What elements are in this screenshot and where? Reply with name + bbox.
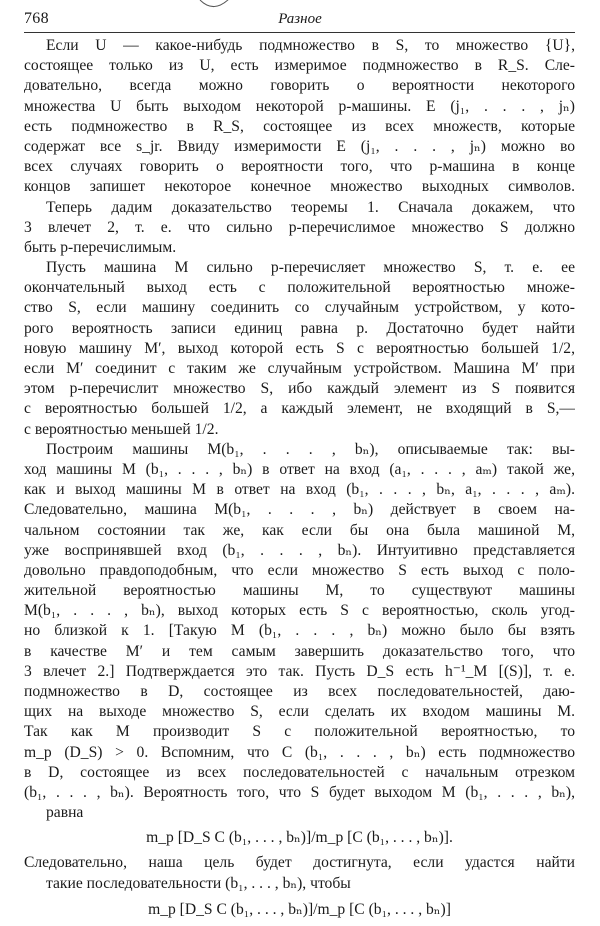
text-line: в качестве M′ и тем самым завершить доказательство того, что [24,642,575,660]
text-line: Пусть машина M сильно p-перечисляет множество S, т. е. ее [46,259,575,277]
text-line: жительной вероятностью машины M, то существуют машины [24,582,575,600]
text-line: Следовательно, машина M(b₁, . . . , bₙ) действует в своем на- [24,501,575,519]
text-line: с вероятностью меньшей 1/2. [24,420,219,438]
text-line: подмножество в D, состоящее из всех последовательностей, даю- [24,683,575,700]
text-line: чальном состоянии так же, как если бы она была машиной M, [24,521,575,539]
text-line: Теперь дадим доказательство теоремы 1. Сначала докажем, что [46,198,575,216]
page-body [24,36,575,926]
text-line: рого вероятность записи единиц равна p. Достаточно будет найти [24,319,575,337]
text-line: множества U быть выходом некоторой p-машины. E (j₁, . . . , jₙ) [24,97,575,115]
text-line: быть p-перечислимым. [24,238,177,256]
text-line: Если U — какое-нибудь подмножество в S, то множество {U}, [46,37,575,54]
text-line: но близкой к 1. [Такую M (b₁, . . . , bₙ) можно было бы взять [24,622,575,640]
text-line: Следовательно, наша цель будет достигнута, если удастся найти [24,854,575,872]
text-line: равна [46,804,84,822]
text-line: есть подмножество в R_S, состоящее из всех множеств, которые [24,117,575,135]
text-line: довательно, всегда можно говорить о вероятности некоторого [24,77,575,95]
text-line: довольно правдоподобным, что если множество S есть выход с поло- [24,561,575,579]
text-line: состоящее только из U, есть измеримое подмножество в R_S. Сле- [24,57,575,75]
text-line: содержат все s_jr. Ввиду измеримости E (j₁, . . . , jₙ) можно во [24,137,575,155]
text-line: если M′ соединит с таким же случайным устройством. Машина M′ при [24,360,575,377]
text-line: M(b₁, . . . , bₙ), выход которых есть S с вероятностью, сколь угод- [24,602,575,620]
text-line: с вероятностью большей 1/2, а каждый элемент, не входящий в S,— [24,400,575,418]
paragraphs-block [24,36,575,823]
text-line: уже воспринявшей вход (b₁, . . . , bₙ). Интуитивно представляется [24,541,575,559]
text-line: новую машину M′, выход которой есть S с вероятностью большей 1/2, [24,339,575,357]
page-number: 768 [24,10,49,27]
running-title: Разное [278,11,322,27]
formula-target: m_p [D_S C (b₁, . . . , bₙ)]/m_p [C (b₁, . . . , bₙ)] [148,900,451,918]
conclusion-block [24,853,575,893]
text-line: этом p-перечислит множество S, ибо каждый элемент из S появится [24,380,575,398]
text-line: окончательный выход есть с положительной вероятностью множе- [24,279,575,297]
text-line: в D, состоящее из всех последовательностей с начальным отрезком [24,763,575,781]
text-line: концов запишет некоторое конечное множество выходных символов. [24,178,575,196]
text-line: m_p (D_S) > 0. Вспомним, что C (b₁, . . . , bₙ) есть подмножество [24,743,575,761]
text-line: 3 влечет 2.] Подтверждается это так. Пусть D_S есть h⁻¹_M [(S)], т. е. [24,662,575,680]
text-line: Построим машины M(b₁, . . . , bₙ), описываемые так: вы- [46,440,575,458]
scan-mark-icon [196,0,236,16]
text-line: ход машины M (b₁, . . . , bₙ) в ответ на вход (a₁, . . . , aₘ) такой же, [24,460,575,478]
text-line: Так как M производит S с положительной вероятностью, то [24,723,575,741]
text-line: как и выход машины M в ответ на вход (b₁, . . . , bₙ, a₁, . . . , aₘ). [24,481,575,499]
text-line: (b₁, . . . , bₙ). Вероятность того, что S будет выходом M (b₁, . . . , bₙ), [24,783,575,801]
page-header [0,0,600,40]
text-line: щих на выходе множество S, если сделать их входом машины M. [24,703,575,721]
text-line: 3 влечет 2, т. е. что сильно p-перечислимое множество S должно [24,218,575,236]
text-line: ство S, если машину соединить со случайным устройством, у кото- [24,299,575,317]
header-rule [24,32,575,33]
formula-probability: m_p [D_S C (b₁, . . . , bₙ)]/m_p [C (b₁, . . . , bₙ)]. [146,829,453,847]
text-line: такие последовательности (b₁, . . . , bₙ), чтобы [46,874,351,892]
text-line: всех случаях говорить о вероятности того, что p-машина в конце [24,158,575,176]
